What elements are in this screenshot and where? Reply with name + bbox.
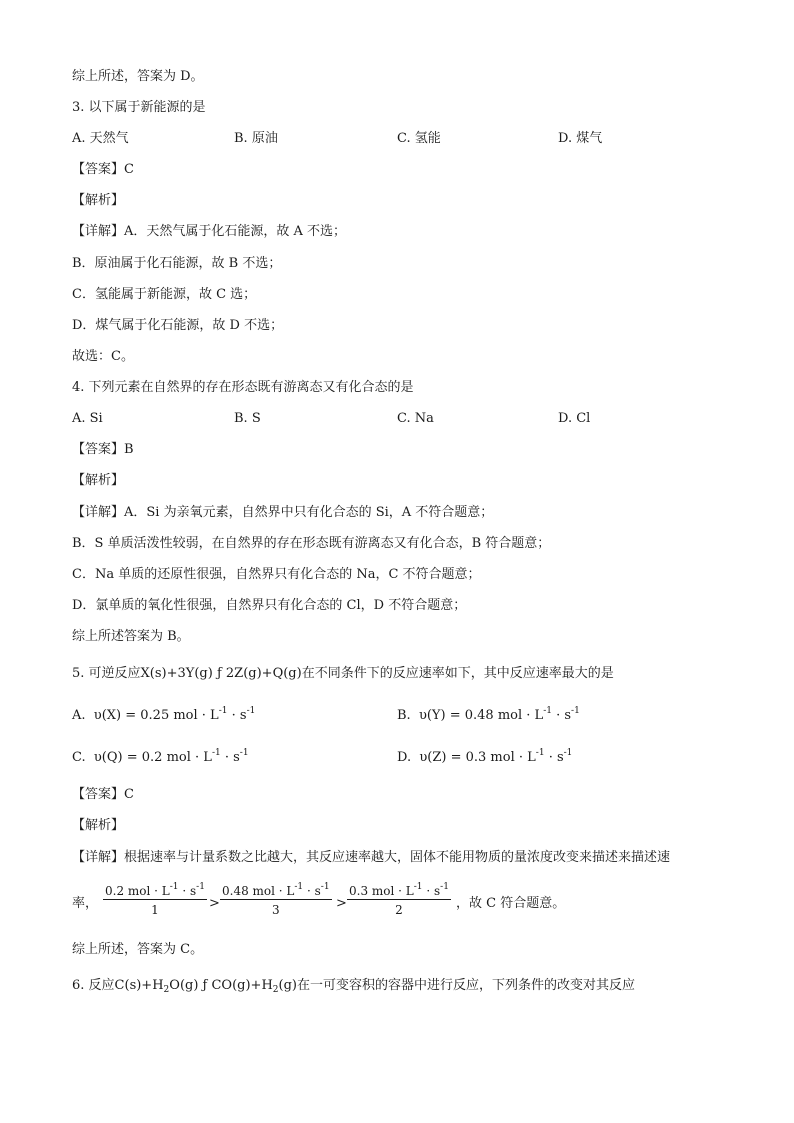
- q3-answer: 【答案】C: [72, 162, 134, 177]
- q5-answer: 【答案】C: [72, 787, 134, 802]
- q5-fraction-3-numerator: 0.3 mol · $L^{-1} \cdot s^{-1}$: [349, 882, 449, 898]
- q4-conclusion: 综上所述答案为 B。: [72, 629, 190, 644]
- q5-option-a-exp2: -1: [246, 706, 256, 716]
- q5-option-b: [397, 707, 580, 725]
- q5-option-d-lhs: υ(Z): [419, 750, 447, 765]
- q5-option-c-exp2: -1: [239, 748, 249, 758]
- q5-greater-than-1: >: [209, 896, 220, 911]
- q4-detail-d: D．氯单质的氧化性很强，自然界只有化合态的 Cl，D 不符合题意；: [72, 598, 467, 613]
- q5-option-c: [72, 749, 249, 767]
- q5-option-b-label: B.: [397, 708, 411, 723]
- q5-option-b-exp1: -1: [543, 706, 552, 716]
- q4-answer: 【答案】B: [72, 442, 134, 457]
- q4-detail-a: 【详解】A．Si 为亲氧元素，自然界中只有化合态的 Si，A 不符合题意；: [72, 505, 494, 520]
- q4-option-c: C. Na: [397, 411, 434, 426]
- q5-option-d-tail: · s: [544, 750, 564, 765]
- q6-stem-prefix: 6. 反应: [72, 978, 115, 993]
- q3-detail-d: D．煤气属于化石能源，故 D 不选；: [72, 318, 284, 333]
- q3-option-c: C. 氢能: [397, 131, 441, 146]
- q5-option-d-exp2: -1: [563, 748, 573, 758]
- q5-stem-suffix: 在不同条件下的反应速率如下，其中反应速率最大的是: [301, 666, 614, 681]
- q4-detail-c: C．Na 单质的还原性很强，自然界只有化合态的 Na，C 不符合题意；: [72, 567, 481, 582]
- q3-option-a: A. 天然气: [72, 131, 129, 146]
- q5-fraction-3-denominator: 2: [395, 903, 403, 917]
- q5-option-d-value: = 0.3 mol · L: [450, 750, 536, 765]
- q4-analysis-label: 【解析】: [72, 473, 125, 488]
- q3-analysis-label: 【解析】: [72, 193, 125, 208]
- q5-detail-line1: 【详解】根据速率与计量系数之比越大，其反应速率越大，固体不能用物质的量浓度改变来描述来描述速: [72, 850, 671, 865]
- q4-option-a: A. Si: [72, 411, 103, 426]
- q5-detail-suffix: ，故 C 符合题意。: [456, 896, 566, 911]
- q5-conclusion: 综上所述，答案为 C。: [72, 942, 204, 957]
- q3-stem: 3. 以下属于新能源的是: [72, 100, 206, 115]
- q5-option-d: [397, 749, 572, 767]
- q5-fraction-2: [220, 884, 332, 917]
- q5-option-a-label: A.: [72, 708, 86, 723]
- q6-equation: $C(s)+H_2O(g)$ ƒ $CO(g)+H_2(g)$: [114, 978, 297, 995]
- q5-option-d-exp1: -1: [535, 748, 545, 758]
- q6-stem: [72, 977, 635, 995]
- q3-detail-c: C．氢能属于新能源，故 C 选；: [72, 287, 257, 302]
- q5-option-c-exp1: -1: [211, 748, 221, 758]
- q3-conclusion: 故选：C。: [72, 349, 134, 364]
- q5-option-a-value: = 0.25 mol · L: [125, 708, 219, 723]
- q5-stem: [72, 665, 614, 683]
- q6-stem-suffix: 在一可变容积的容器中进行反应，下列条件的改变对其反应: [296, 978, 635, 993]
- q5-option-b-lhs: υ(Y): [418, 708, 446, 723]
- q5-option-b-tail: · s: [551, 708, 572, 723]
- q5-equation: X(s)+3Y(g) ƒ 2Z(g)+Q(g): [140, 666, 302, 681]
- q3-detail-b: B．原油属于化石能源，故 B 不选；: [72, 256, 282, 271]
- q5-fraction-1-denominator: 1: [151, 903, 159, 917]
- q5-option-a-tail: · s: [227, 708, 247, 723]
- q5-fraction-2-denominator: 3: [271, 903, 280, 917]
- q5-greater-than-2: >: [336, 896, 347, 911]
- q4-option-b: B. S: [234, 411, 261, 426]
- q5-fraction-2-numerator: 0.48 mol · $L^{-1} \cdot s^{-1}$: [222, 882, 330, 898]
- intro-conclusion: 综上所述，答案为 D。: [72, 69, 204, 84]
- q5-fraction-3: [347, 884, 451, 917]
- q5-option-d-label: D.: [397, 750, 412, 765]
- q4-option-d: D. Cl: [558, 411, 591, 426]
- q3-option-b: B. 原油: [234, 131, 278, 146]
- q5-option-c-tail: · s: [220, 750, 240, 765]
- q5-option-a-lhs: υ(X): [93, 708, 122, 723]
- q5-detail-prefix: 率，: [72, 896, 99, 911]
- q3-detail-a: 【详解】A．天然气属于化石能源，故 A 不选；: [72, 224, 347, 239]
- q5-fraction-1: [103, 884, 207, 917]
- q5-option-b-value: = 0.48 mol · L: [449, 708, 544, 723]
- q5-fraction-1-numerator: 0.2 mol · $L^{-1} \cdot s^{-1}$: [105, 882, 205, 898]
- q5-option-a-exp1: -1: [218, 706, 228, 716]
- q3-option-d: D. 煤气: [558, 131, 603, 146]
- q5-option-a: [72, 707, 255, 725]
- q5-analysis-label: 【解析】: [72, 818, 125, 833]
- q4-stem: 4. 下列元素在自然界的存在形态既有游离态又有化合态的是: [72, 380, 414, 395]
- q5-stem-prefix: 5. 可逆反应: [72, 666, 141, 681]
- q5-option-c-value: = 0.2 mol · L: [126, 750, 212, 765]
- q4-detail-b: B．S 单质活泼性较弱，在自然界的存在形态既有游离态又有化合态，B 符合题意；: [72, 536, 551, 551]
- q5-option-b-exp2: -1: [571, 706, 580, 716]
- q5-option-c-label: C.: [72, 750, 86, 765]
- q5-option-c-lhs: υ(Q): [93, 750, 123, 765]
